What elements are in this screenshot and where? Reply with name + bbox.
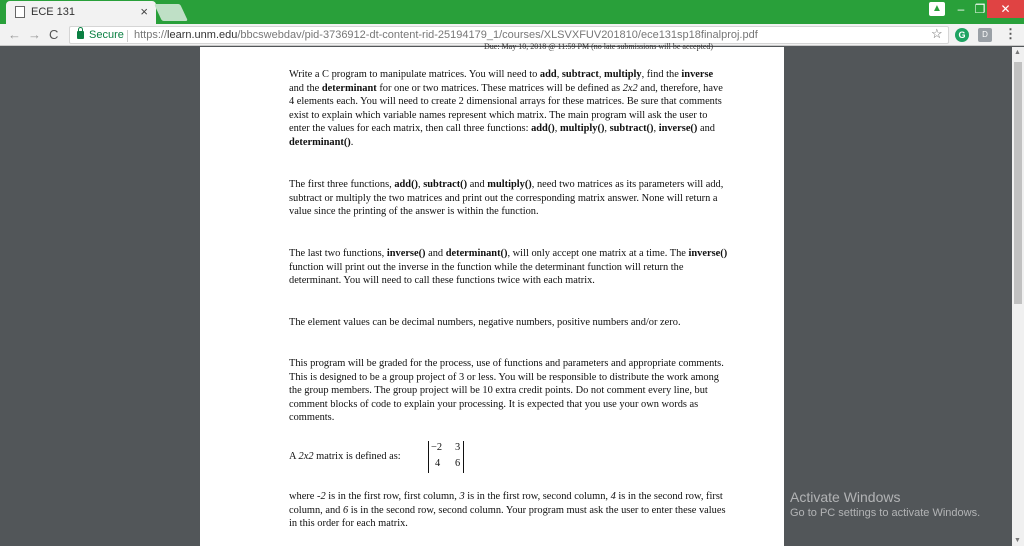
matrix-example [428, 441, 464, 473]
matrix-cell: −2 [431, 442, 443, 453]
omnibox-separator [127, 30, 128, 42]
close-window-button[interactable]: ✕ [987, 0, 1024, 18]
minimize-button[interactable]: – [957, 2, 965, 16]
paragraph-4: The element values can be decimal numbers, negative numbers, positive numbers and/or zero. [289, 317, 681, 328]
pdf-page [200, 42, 784, 546]
pdf-viewer [0, 42, 1024, 546]
reload-icon[interactable]: C [49, 27, 59, 42]
scroll-down-icon[interactable]: ▼ [1014, 537, 1021, 544]
secure-label[interactable]: Secure [89, 29, 124, 41]
back-icon[interactable]: ← [8, 27, 21, 42]
activate-subtitle: Go to PC settings to activate Windows. [790, 507, 981, 519]
due-date-header: Due: May 10, 2018 @ 11:59 PM (no late submissions will be accepted) [484, 42, 714, 51]
forward-icon[interactable]: → [28, 27, 41, 42]
lock-icon [77, 31, 84, 39]
extension-icon-green[interactable]: G [955, 28, 969, 42]
paragraph-1: Write a C program to manipulate matrices. You will need to add, subtract, multiply, find the inverse and the determinant for one or two matrices. These matrices will be defined as 2x2 and, therefore, have 4 elements each. You will need to create 2 dimensional arrays for these matrices. Be sure that comments exist to explain which variable names represent which matrix. The main program will ask the user to enter the values for each matrix, then call three functions: add(), multiply(), subtract(), inverse() and determinant(). [289, 69, 723, 148]
restore-button[interactable]: ❐ [974, 2, 986, 16]
url-text[interactable]: https://learn.unm.edu/bbcswebdav/pid-3736912-dt-content-rid-25194179_1/courses/XLSVXFUV201810/ece131sp18finalproj.pdf [134, 29, 758, 41]
browser-tab[interactable] [6, 1, 156, 24]
activate-windows-watermark [790, 489, 980, 519]
activate-title: Activate Windows [790, 489, 901, 505]
scroll-up-icon[interactable]: ▲ [1014, 49, 1021, 56]
extension-icon-gray[interactable]: D [978, 28, 992, 42]
close-tab-icon[interactable]: × [140, 4, 148, 19]
matrix-label: A 2x2 matrix is defined as: [289, 451, 401, 462]
matrix-cell: 4 [435, 458, 441, 469]
bookmark-star-icon[interactable]: ☆ [931, 26, 943, 41]
user-icon[interactable]: ▲ [929, 2, 945, 16]
paragraph-5: This program will be graded for the process, use of functions and parameters and appropriate comments. This is designed to be a group project of 3 or less. You will be responsible to distribute the work among the group members. The group project will be 10 extra credit points. Do not comment every line, but comment blocks of code to explain your processing. It is expected that you use your own words as comments. [289, 358, 724, 424]
matrix-cell: 6 [455, 458, 461, 469]
tab-strip [0, 0, 1024, 24]
document-icon [15, 6, 25, 18]
matrix-cell: 3 [455, 442, 461, 453]
vertical-scrollbar[interactable] [1012, 47, 1024, 546]
tab-title: ECE 131 [31, 6, 76, 18]
paragraph-2: The first three functions, add(), subtract() and multiply(), need two matrices as its parameters will add, subtract or multiply the two matrices and print out the corresponding matrix answer. None will return a value since the printing of the answer is within the function. [289, 179, 724, 218]
paragraph-6: where -2 is in the first row, first column, 3 is in the first row, second column, 4 is in the second row, first column, and 6 is in the second row, second column. Your program must ask the user to enter these values in this order for each matrix. [289, 491, 726, 530]
menu-icon[interactable]: ⋮ [1004, 26, 1017, 41]
new-tab-button[interactable] [154, 4, 188, 21]
paragraph-3: The last two functions, inverse() and determinant(), will only accept one matrix at a time. The inverse() function will print out the inverse in the function while the determinant function will return the determinant. You will need to call these functions twice with each matrix. [289, 248, 728, 287]
scroll-thumb[interactable] [1014, 62, 1022, 304]
